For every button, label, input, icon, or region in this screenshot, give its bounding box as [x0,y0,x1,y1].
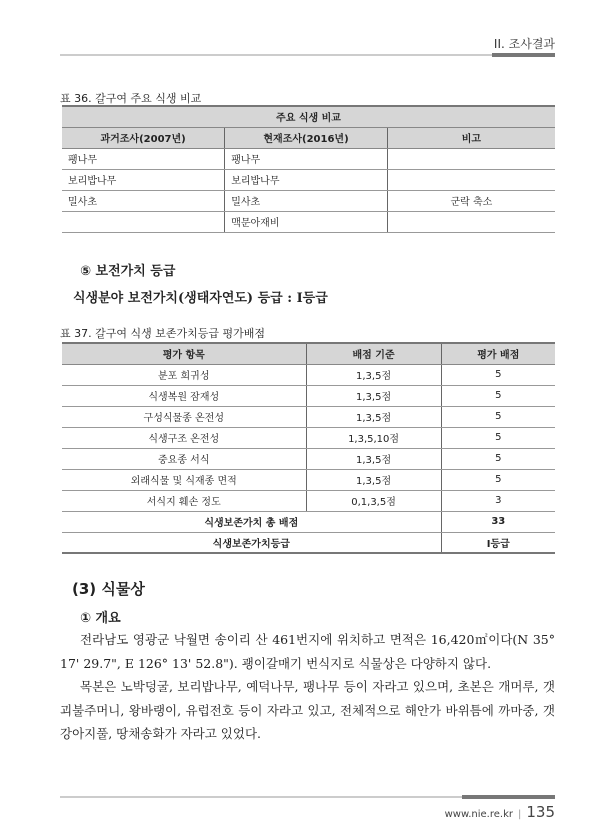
table-row [62,169,555,190]
section3-heading: (3) 식물상 [72,580,145,598]
table-row [62,148,555,169]
col-header: 비고 [387,127,555,148]
table-cell [387,148,555,169]
table-cell: 5 [441,364,555,385]
table-cell: 밀사초 [62,190,225,211]
table-cell: 5 [441,469,555,490]
table-cell: 보리밥나무 [225,169,388,190]
grade-label: 식생보존가치등급 [62,532,441,553]
table-cell: 1,3,5점 [306,448,441,469]
footer-url: www.nie.re.kr [444,809,513,820]
table-cell: 0,1,3,5점 [306,490,441,511]
table-cell: 맥문아재비 [225,211,388,232]
table-cell [387,211,555,232]
table-cell: 1,3,5,10점 [306,427,441,448]
table-cell [62,211,225,232]
header-rule-accent [492,53,555,57]
table-cell: 밀사초 [225,190,388,211]
table-row [62,406,555,427]
grade-line: 식생분야 보전가치(생태자연도) 등급 : Ⅰ등급 [73,291,328,306]
grade-value: Ⅰ등급 [441,532,555,553]
footer [445,803,555,821]
table-cell: 1,3,5점 [306,364,441,385]
table-cell: 팽나무 [225,148,388,169]
footer-rule-accent [462,795,555,799]
table37 [62,342,555,554]
table-cell: 구성식물종 온전성 [62,406,306,427]
col-header: 평가 항목 [62,343,306,364]
table36 [62,105,555,233]
table-row [62,469,555,490]
overview-heading: ① 개요 [80,611,121,626]
table-row [62,211,555,232]
overview-text [60,628,555,746]
table-cell: 1,3,5점 [306,469,441,490]
table-cell: 식생복원 잠재성 [62,385,306,406]
table-row [62,448,555,469]
table-row [62,490,555,511]
table-row [62,190,555,211]
section5-heading: ⑤ 보전가치 등급 [80,264,176,279]
section-header: II. 조사결과 [493,37,555,51]
table-row [62,427,555,448]
page-number: 135 [526,803,555,821]
table-cell [387,169,555,190]
paragraph: 목본은 노박덩굴, 보리밥나무, 예덕나무, 팽나무 등이 자라고 있으며, 초본은 개머루, 갯괴불주머니, 왕바랭이, 유럽전호 등이 자라고 있고, 전체적으로 해안가 바위틈에 까마중, 갯강아지풀, 땅채송화가 자라고 있었다. [60,679,555,741]
table36-title: 주요 식생 비교 [62,106,555,127]
table-cell: 5 [441,448,555,469]
table-row [62,364,555,385]
table-cell: 식생구조 온전성 [62,427,306,448]
table-cell: 5 [441,406,555,427]
table-cell: 분포 희귀성 [62,364,306,385]
total-label: 식생보존가치 총 배점 [62,511,441,532]
table-cell: 3 [441,490,555,511]
header-rule [60,54,555,56]
table-cell: 중요종 서식 [62,448,306,469]
paragraph: 전라남도 영광군 낙월면 송이리 산 461번지에 위치하고 면적은 16,420㎡이다(N 35° 17' 29.7", E 126° 13' 52.8"). 괭이갈매기 번식지로 식물상은 다양하지 않다. [60,632,555,671]
table-row [62,385,555,406]
col-header: 현재조사(2016년) [225,127,388,148]
table-cell: 서식지 훼손 정도 [62,490,306,511]
table36-caption: 표 36. 갈구여 주요 식생 비교 [60,92,202,105]
table-cell: 군락 축소 [387,190,555,211]
table-cell: 보리밥나무 [62,169,225,190]
table37-caption: 표 37. 갈구여 식생 보존가치등급 평가배점 [60,327,265,340]
col-header: 배점 기준 [306,343,441,364]
col-header: 평가 배점 [441,343,555,364]
table-cell: 팽나무 [62,148,225,169]
total-value: 33 [441,511,555,532]
table-cell: 5 [441,427,555,448]
table-cell: 1,3,5점 [306,385,441,406]
table-cell: 1,3,5점 [306,406,441,427]
footer-separator: | [517,809,522,820]
col-header: 과거조사(2007년) [62,127,225,148]
table-cell: 외래식물 및 식재종 면적 [62,469,306,490]
table-cell: 5 [441,385,555,406]
